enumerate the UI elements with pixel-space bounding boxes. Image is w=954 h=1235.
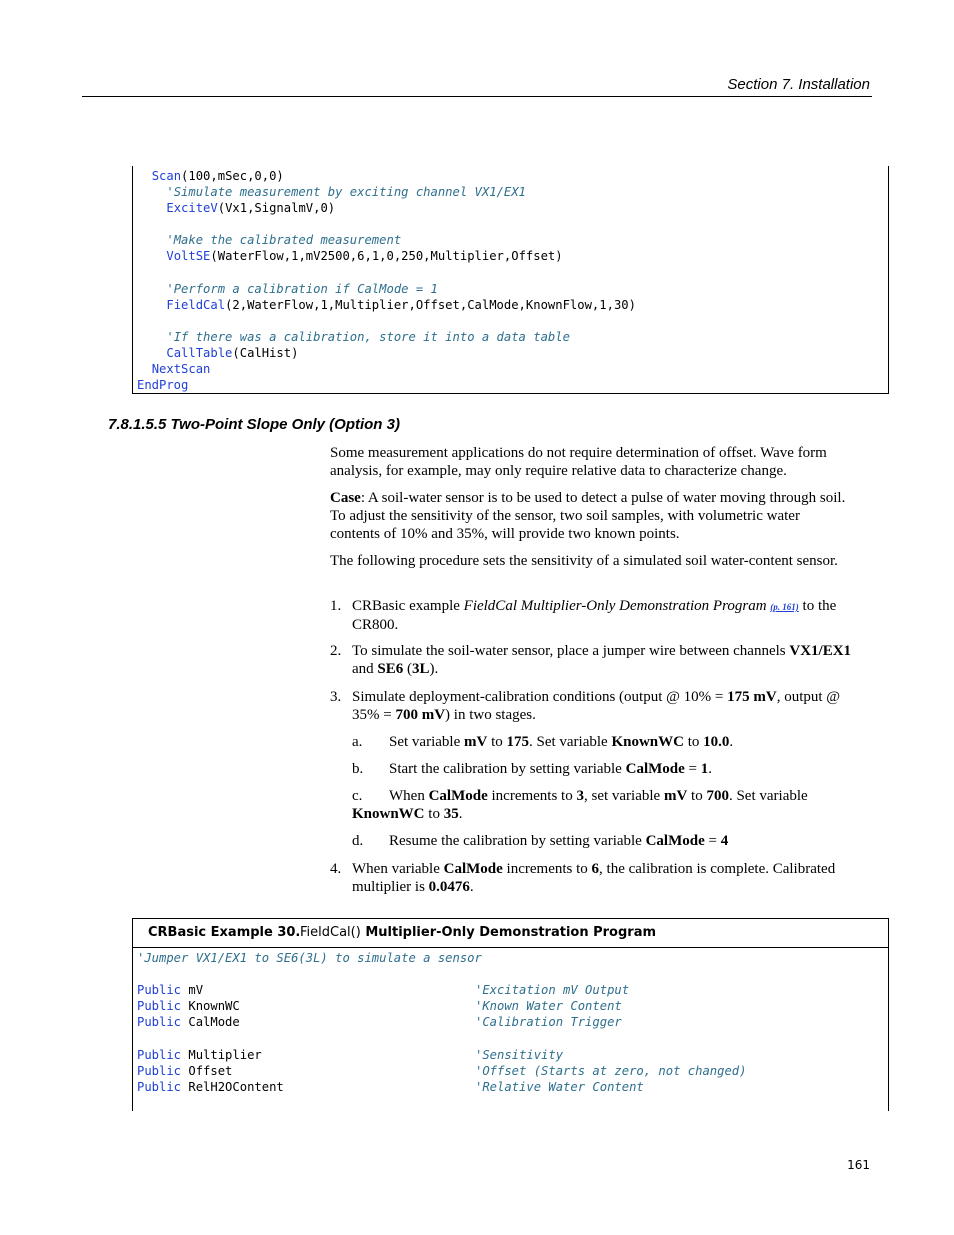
code-keyword: Scan [151, 169, 182, 183]
code-line [475, 1047, 747, 1063]
bold-term: 700 [706, 788, 729, 804]
text-run: To simulate the soil-water sensor, place a jumper wire between channels [352, 643, 790, 659]
code-text: Multiplier [181, 1047, 262, 1062]
text-run: increments to [487, 788, 577, 804]
code-line [475, 982, 747, 998]
sub-list-label: d. [352, 833, 364, 849]
text-run: to [424, 806, 444, 822]
bold-term: CalMode [625, 761, 685, 777]
bold-term: KnownWC [352, 806, 425, 822]
code-comment: 'If there was a calibration, store it into a data table [166, 329, 570, 344]
example-caption [133, 919, 888, 948]
text-run: to the CR800. [352, 598, 837, 633]
bold-term: mV [663, 788, 688, 804]
bold-term: mV [463, 734, 488, 750]
code-line [475, 1030, 747, 1046]
case-label: Case [330, 490, 361, 506]
code-line [137, 216, 636, 232]
sub-list-text [389, 832, 859, 850]
text-run: When variable [352, 861, 444, 877]
code-keyword: Public [137, 999, 182, 1014]
text-run: and [352, 661, 378, 677]
code-keyword: FieldCal [166, 297, 226, 312]
text-run: Start the calibration by setting variable [389, 761, 626, 777]
bold-term: SE6 [377, 661, 404, 677]
text-run: ) in two stages. [445, 707, 536, 723]
code-comment: 'Make the calibrated measurement [166, 233, 402, 248]
code-text: CalMode [181, 1015, 240, 1030]
code-listing-continued [132, 166, 889, 394]
bold-term: CalMode [443, 861, 503, 877]
code-keyword: Public [137, 1047, 182, 1062]
code-line [475, 950, 747, 966]
code-line [137, 1014, 482, 1030]
code-comment: 'Known Water Content [475, 999, 622, 1014]
text-run: , output @ 35% = [352, 689, 841, 723]
text-run: . [729, 734, 734, 750]
code-line [137, 1047, 482, 1063]
code-line [137, 329, 636, 345]
code-line [137, 248, 636, 264]
code-keyword: Public [137, 1063, 182, 1078]
procedure-intro-paragraph [330, 552, 850, 570]
code-line [475, 1063, 747, 1079]
paragraph-text: The following procedure sets the sensitivity of a simulated soil water-content sensor. [330, 553, 838, 569]
code-line [137, 281, 636, 297]
code-line [137, 1079, 482, 1095]
bold-term: 6 [591, 861, 600, 877]
code-keyword: CallTable [166, 346, 233, 361]
example-title: FieldCal() Multiplier-Only Demonstration Program [300, 925, 657, 940]
code-comment: 'Jumper VX1/EX1 to SE6(3L) to simulate a sensor [137, 951, 482, 965]
intro-paragraph [330, 444, 850, 480]
list-number: 1. [330, 598, 342, 614]
code-keyword: Public [137, 1015, 182, 1030]
text-run: . [469, 879, 474, 895]
code-text: (Vx1,SignalmV,0) [217, 201, 336, 216]
text-run: . [708, 761, 712, 777]
bold-term: 175 mV [727, 689, 777, 705]
list-number: 4. [330, 861, 342, 877]
text-run: ). [429, 661, 439, 677]
code-keyword: Public [137, 983, 182, 998]
list-number: 2. [330, 643, 342, 659]
code-keyword: NextScan [151, 362, 211, 377]
example-code-box [132, 918, 889, 1111]
code-comment: 'Sensitivity [475, 1047, 564, 1062]
text-run: . [458, 806, 463, 822]
text-run: Resume the calibration by setting variable [389, 833, 646, 849]
text-run: = [704, 833, 721, 849]
text-run: Set variable [389, 734, 464, 750]
code-keyword: EndProg [137, 378, 189, 393]
code-line [475, 966, 747, 982]
code-line [137, 232, 636, 248]
code-line [137, 184, 636, 200]
list-number: 3. [330, 689, 342, 705]
text-run: When [389, 788, 429, 804]
sub-list-label: b. [352, 761, 364, 777]
bold-term: 700 mV [395, 707, 446, 723]
text-run: . Set variable [728, 788, 808, 804]
code-line [475, 1079, 747, 1095]
page-reference-link[interactable]: (p. 161) [770, 602, 799, 612]
code-line [137, 1063, 482, 1079]
text-run: CRBasic example [352, 598, 464, 614]
code-line [475, 998, 747, 1014]
code-line [475, 1014, 747, 1030]
bold-term: 4 [720, 833, 729, 849]
text-run: Simulate deployment-calibration conditions (output @ 10% = [352, 689, 728, 705]
sub-list-text [352, 787, 859, 823]
code-line [137, 265, 636, 281]
code-line [137, 1030, 482, 1046]
bold-term: 3L [412, 661, 430, 677]
section-header-title: Section 7. Installation [727, 76, 870, 93]
sub-list-label: c. [352, 788, 363, 804]
code-comment: 'Offset (Starts at zero, not changed) [475, 1063, 747, 1078]
list-item-text [352, 642, 852, 678]
code-text: Offset [181, 1063, 233, 1078]
text-run: . Set variable [528, 734, 612, 750]
code-block [137, 950, 482, 1095]
code-line [137, 950, 482, 966]
sub-list-text [389, 733, 859, 751]
code-text: RelH2OContent [181, 1079, 284, 1094]
code-line [137, 982, 482, 998]
paragraph-text: Some measurement applications do not require determination of offset. Wave form analysis, for example, may only require relative data to characterize change. [330, 445, 827, 479]
code-line [137, 361, 636, 377]
code-comment: 'Excitation mV Output [475, 983, 630, 998]
code-comments [475, 950, 747, 1095]
code-comment: 'Calibration Trigger [475, 1015, 622, 1030]
bold-term: 10.0 [703, 734, 730, 750]
code-text: (100,mSec,0,0) [181, 169, 284, 183]
case-paragraph [330, 489, 850, 543]
code-keyword: Public [137, 1079, 182, 1094]
text-run: , the calibration is complete. Calibrated multiplier is [352, 861, 836, 895]
case-text: : A soil-water sensor is to be used to detect a pulse of water moving through soil. To adjust the sensitivity of the sensor, two soil samples, with volumetric water contents of 10% and 35%, will provide two known points. [330, 490, 846, 542]
bold-term: 35 [443, 806, 459, 822]
text-run: , set variable [583, 788, 664, 804]
bold-term: CalMode [428, 788, 488, 804]
sub-list-label: a. [352, 734, 363, 750]
code-keyword: ExciteV [166, 201, 218, 216]
code-comment: 'Simulate measurement by exciting channel VX1/EX1 [166, 185, 526, 200]
text-run: to [684, 734, 704, 750]
code-line [137, 168, 636, 184]
italic-title: FieldCal Multiplier-Only Demonstration Program [463, 598, 767, 614]
code-line [137, 297, 636, 313]
section-heading: 7.8.1.5.5 Two-Point Slope Only (Option 3) [108, 416, 400, 433]
code-text: KnownWC [181, 999, 240, 1014]
page-number: 161 [847, 1158, 870, 1172]
bold-term: KnownWC [611, 734, 684, 750]
bold-term: CalMode [645, 833, 705, 849]
text-run: = [684, 761, 701, 777]
code-block [137, 168, 636, 393]
sub-list-text [389, 760, 859, 778]
bold-term: 175 [506, 734, 529, 750]
code-line [137, 998, 482, 1014]
code-text: (WaterFlow,1,mV2500,6,1,0,250,Multiplier,Offset) [210, 249, 563, 264]
bold-term: 1 [700, 761, 709, 777]
list-item-text [352, 597, 852, 634]
code-comment: 'Perform a calibration if CalMode = 1 [166, 281, 438, 296]
example-label: CRBasic Example 30. [148, 925, 301, 940]
bold-term: 0.0476 [428, 879, 470, 895]
list-item-text [352, 688, 852, 724]
text-run: increments to [502, 861, 592, 877]
code-line [137, 377, 636, 393]
text-run: to [687, 788, 707, 804]
text-run: to [487, 734, 507, 750]
code-comment: 'Relative Water Content [475, 1079, 644, 1094]
code-text: (2,WaterFlow,1,Multiplier,Offset,CalMode,KnownFlow,1,30) [225, 297, 636, 312]
code-line [137, 200, 636, 216]
code-text: mV [181, 983, 204, 998]
code-text: (CalHist) [232, 346, 299, 361]
list-item-text [352, 860, 852, 896]
code-line [137, 966, 482, 982]
code-keyword: VoltSE [166, 249, 211, 264]
bold-term: VX1/EX1 [789, 643, 852, 659]
text-run: ( [403, 661, 413, 677]
code-line [137, 345, 636, 361]
header-rule [82, 96, 872, 97]
code-line [137, 313, 636, 329]
bold-term: 3 [576, 788, 584, 804]
